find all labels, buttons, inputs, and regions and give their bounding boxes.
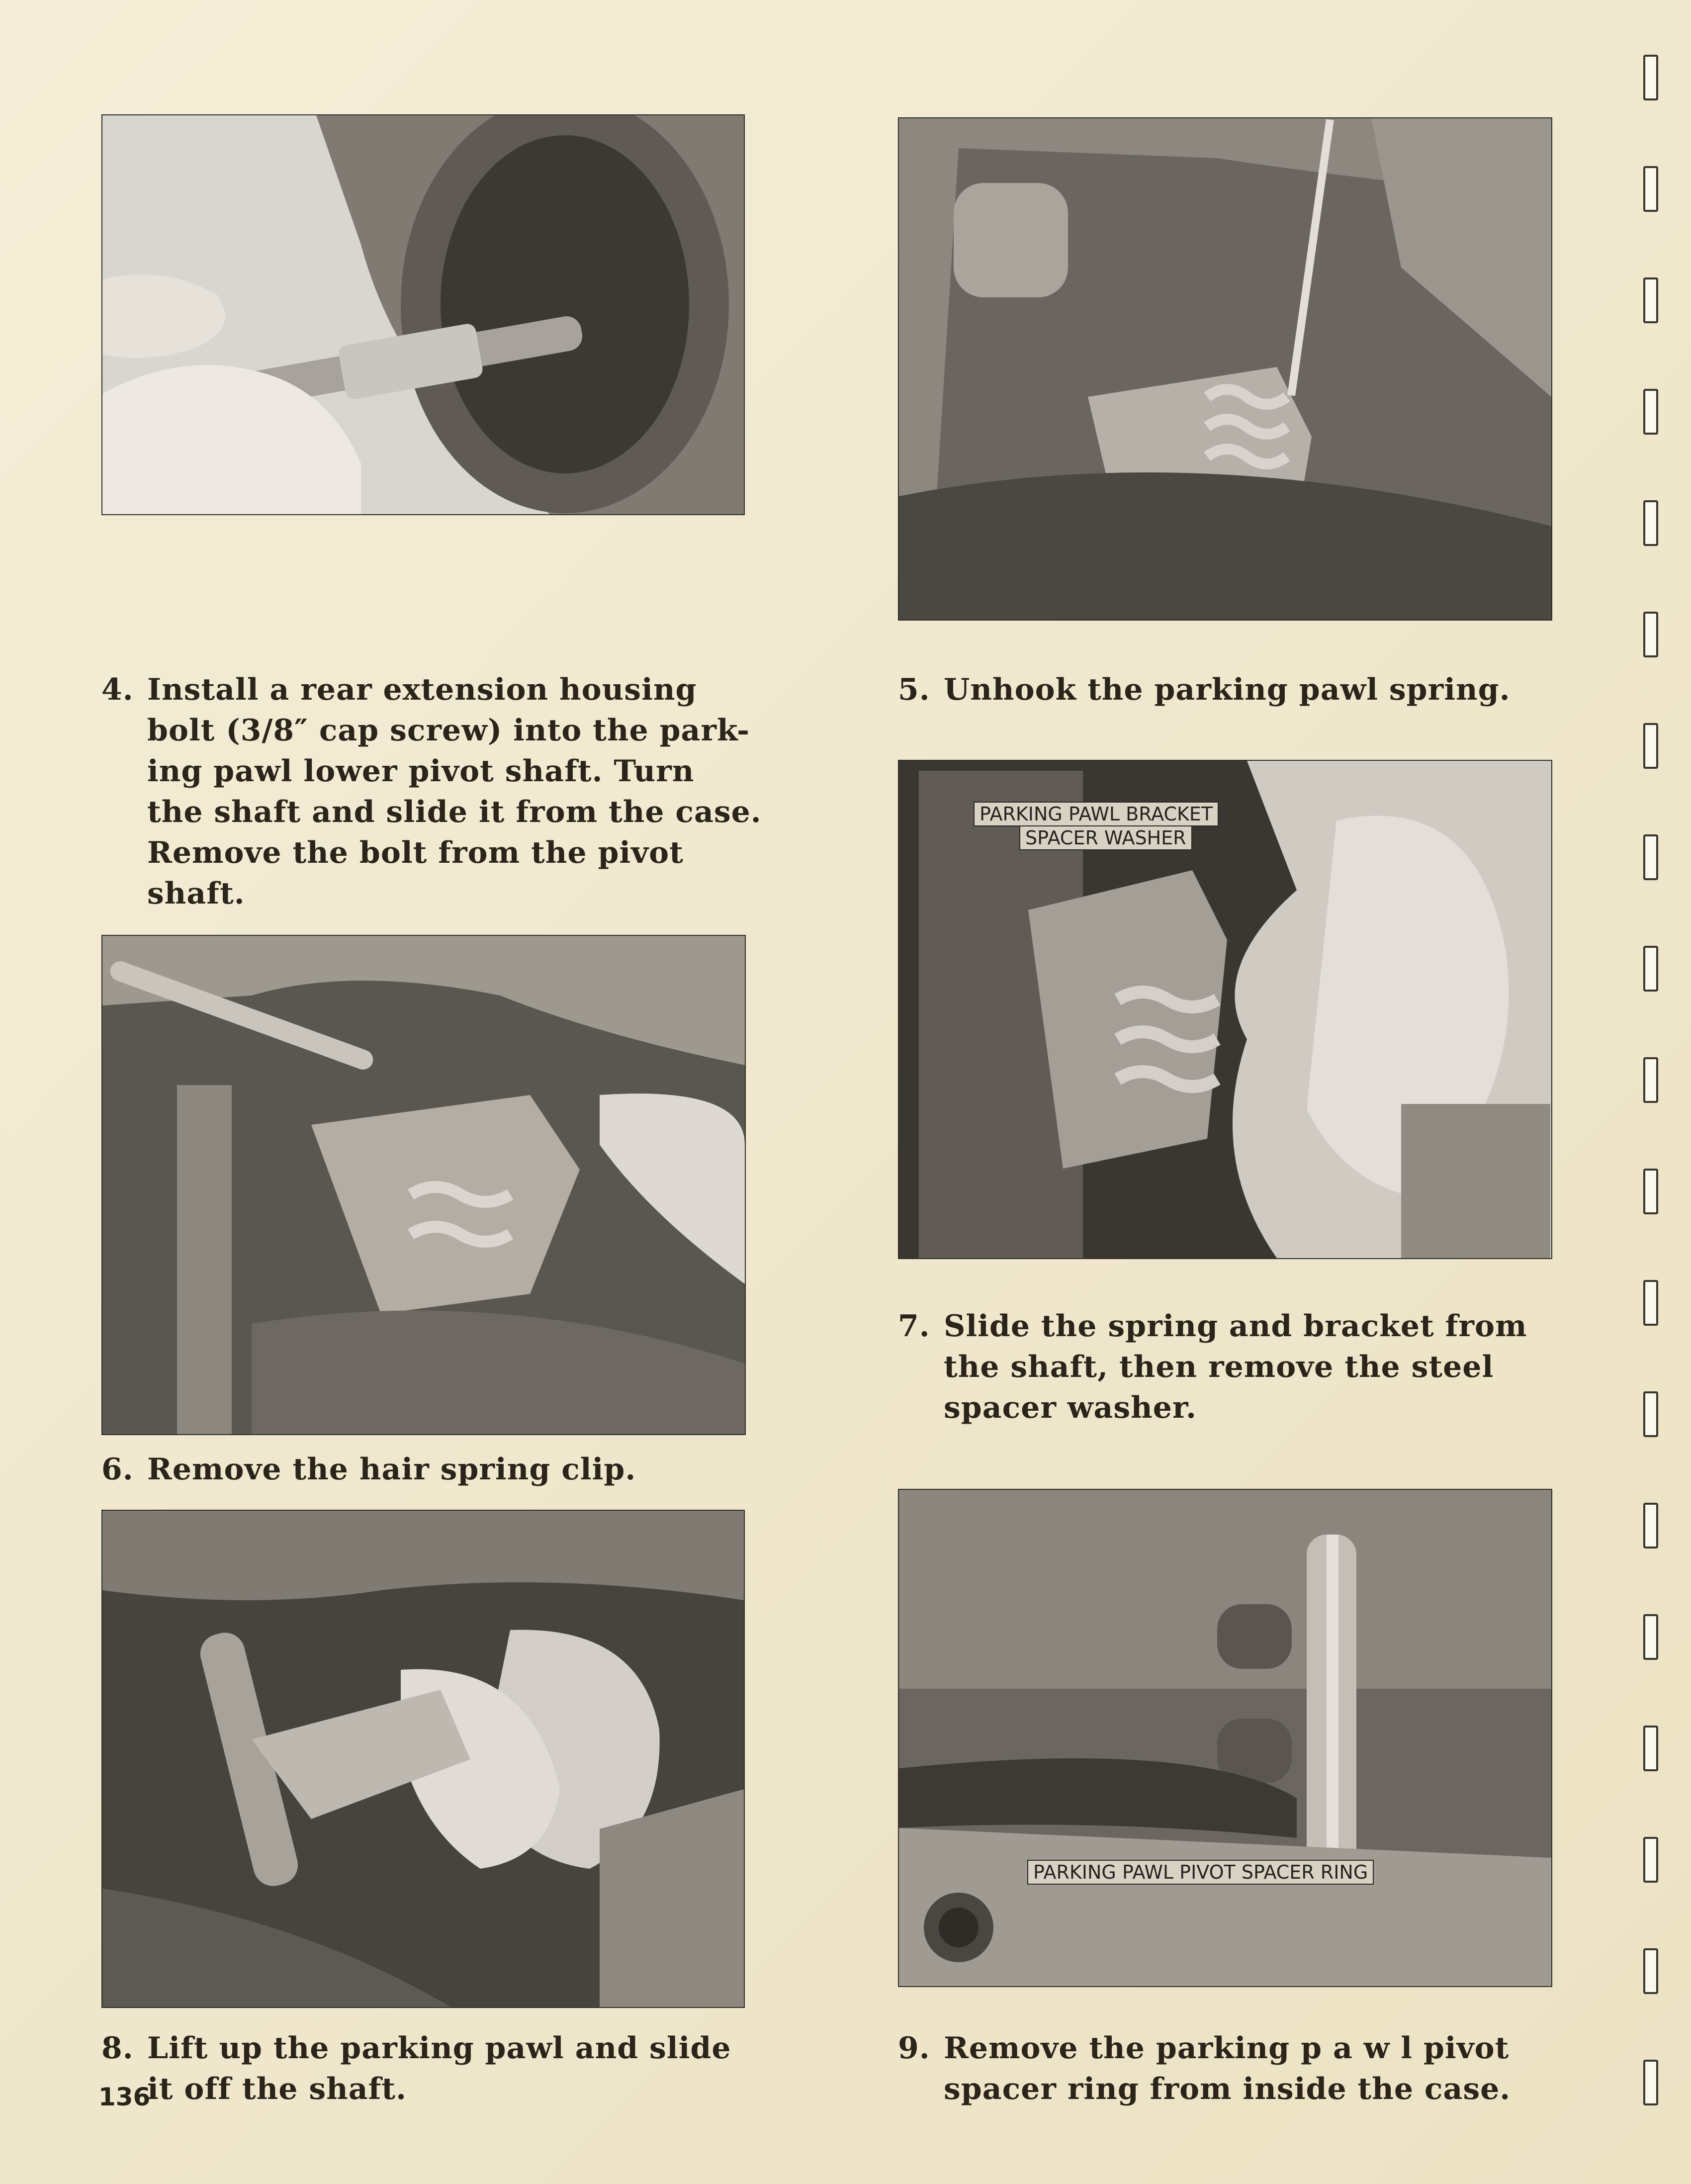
caption-line: Remove the hair spring clip. xyxy=(147,1452,636,1487)
binding-hole xyxy=(1643,1837,1658,1883)
binding-hole xyxy=(1643,612,1658,657)
binding-hole xyxy=(1643,1280,1658,1326)
caption-line: spacer ring from inside the case. xyxy=(944,2072,1511,2106)
photo-step-9-illustration xyxy=(899,1490,1551,1986)
caption-line: Remove the bolt from the pivot xyxy=(147,835,684,870)
step-6-caption xyxy=(101,1449,748,1494)
caption-line: the shaft, then remove the steel xyxy=(944,1350,1494,1384)
binding-hole xyxy=(1643,1169,1658,1214)
caption-line: Slide the spring and bracket from xyxy=(944,1309,1527,1344)
photo-step-4 xyxy=(101,114,745,515)
photo-step-8-illustration xyxy=(102,1511,744,2007)
caption-line: shaft. xyxy=(147,876,245,911)
binding-hole xyxy=(1643,166,1658,212)
binding-hole xyxy=(1643,2060,1658,2105)
photo-step-6-illustration xyxy=(102,936,745,1434)
photo-step-4-illustration xyxy=(102,115,744,514)
binding-hole xyxy=(1643,1948,1658,1994)
label-spacer-washer: SPACER WASHER xyxy=(1019,825,1192,850)
caption-line: Lift up the parking pawl and slide xyxy=(147,2031,731,2066)
caption-line: the shaft and slide it from the case. xyxy=(147,795,762,829)
binding-hole xyxy=(1643,500,1658,546)
photo-step-5-illustration xyxy=(899,118,1551,620)
caption-line: Install a rear extension housing xyxy=(147,672,697,707)
caption-line: spacer washer. xyxy=(944,1390,1197,1425)
binding-hole xyxy=(1643,1726,1658,1771)
caption-line: ing pawl lower pivot shaft. Turn xyxy=(147,754,695,789)
step-8-caption xyxy=(101,2028,748,2112)
label-parking-pawl-pivot-spacer-ring: PARKING PAWL PIVOT SPACER RING xyxy=(1027,1860,1374,1885)
binding-hole xyxy=(1643,1391,1658,1437)
photo-step-8 xyxy=(101,1510,745,2008)
caption-line: it off the shaft. xyxy=(147,2072,407,2106)
step-4-caption xyxy=(101,669,762,918)
binding-hole xyxy=(1643,55,1658,100)
page-number: 136 xyxy=(98,2083,151,2111)
step-9-caption xyxy=(898,2028,1554,2112)
binding-hole xyxy=(1643,834,1658,880)
step-number: 6. xyxy=(101,1452,134,1487)
step-number: 8. xyxy=(101,2031,134,2066)
photo-step-9 xyxy=(898,1489,1552,1987)
step-number: 9. xyxy=(898,2031,930,2066)
step-5-caption xyxy=(898,669,1554,714)
caption-line: Remove the parking p a w l pivot xyxy=(944,2031,1510,2066)
photo-step-5 xyxy=(898,117,1552,621)
binding-hole xyxy=(1643,1057,1658,1103)
binding-hole xyxy=(1643,1614,1658,1660)
binding-hole xyxy=(1643,389,1658,435)
binding-hole xyxy=(1643,723,1658,769)
caption-line: bolt (3/8″ cap screw) into the park- xyxy=(147,713,750,748)
photo-step-6 xyxy=(101,935,746,1435)
step-number: 4. xyxy=(101,672,134,707)
binding-hole xyxy=(1643,277,1658,323)
photo-step-7 xyxy=(898,760,1552,1259)
step-number: 5. xyxy=(898,672,930,707)
binding-hole xyxy=(1643,946,1658,992)
step-number: 7. xyxy=(898,1309,930,1344)
label-parking-pawl-bracket: PARKING PAWL BRACKET xyxy=(974,802,1219,826)
caption-line: Unhook the parking pawl spring. xyxy=(944,672,1511,707)
step-7-caption xyxy=(898,1306,1554,1430)
binding-hole xyxy=(1643,1503,1658,1548)
photo-step-7-illustration xyxy=(899,761,1551,1258)
